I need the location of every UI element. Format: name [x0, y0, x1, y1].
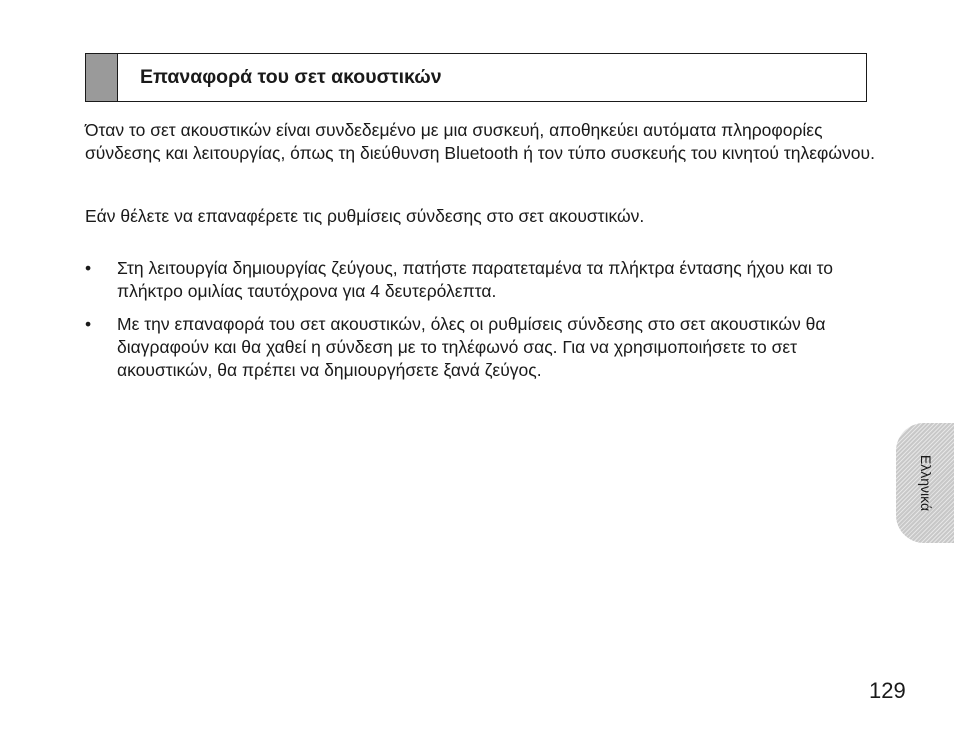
bullet-list	[85, 257, 875, 392]
header-marker	[86, 54, 118, 101]
list-item-text: Στη λειτουργία δημιουργίας ζεύγους, πατήστε παρατεταμένα τα πλήκτρα έντασης ήχου και το πλήκτρο ομιλίας ταυτόχρονα για 4 δευτερόλεπτα.	[117, 258, 833, 301]
instruction-paragraph: Εάν θέλετε να επαναφέρετε τις ρυθμίσεις σύνδεσης στο σετ ακουστικών.	[85, 206, 645, 226]
section-header	[85, 53, 867, 102]
language-tab-label: Ελληνικά	[918, 454, 934, 512]
list-item-text: Με την επαναφορά του σετ ακουστικών, όλες οι ρυθμίσεις σύνδεσης στο σετ ακουστικών θα διαγραφούν και θα χαθεί η σύνδεση με το τηλέφωνό σας. Για να χρησιμοποιήσετε το σετ ακουστικών, θα πρέπει να δημιουργήσετε ξανά ζεύγος.	[117, 314, 826, 380]
page-number: 129	[869, 678, 906, 703]
list-item	[85, 257, 875, 303]
list-item	[85, 313, 875, 382]
intro-paragraph: Όταν το σετ ακουστικών είναι συνδεδεμένο με μια συσκευή, αποθηκεύει αυτόματα πληροφορίες σύνδεσης και λειτουργίας, όπως τη διεύθυνση Bluetooth ή τον τύπο συσκευής του κινητού τηλεφώνου.	[85, 120, 875, 163]
section-title: Επαναφορά του σετ ακουστικών	[140, 66, 442, 88]
bullet-icon: •	[85, 258, 92, 278]
bullet-icon: •	[85, 314, 92, 334]
